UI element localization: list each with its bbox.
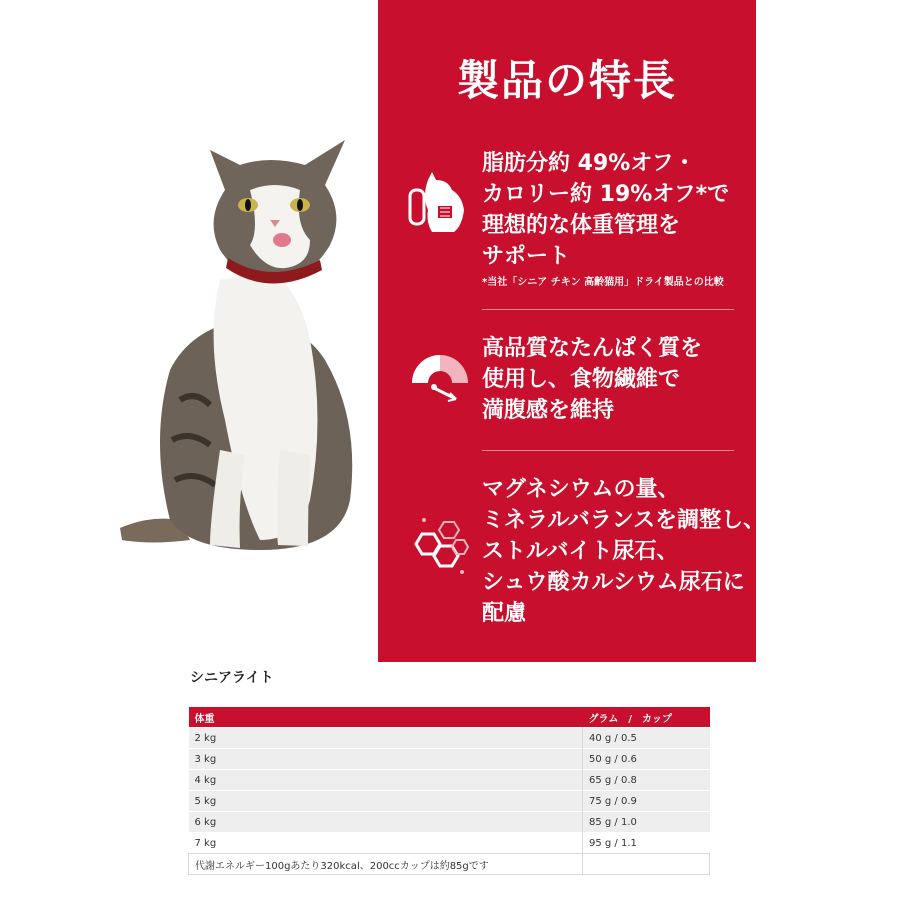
feature-3-line-3: ストルバイト尿石、: [482, 539, 679, 564]
feature-2-line-3: 満腹感を維持: [482, 398, 615, 423]
cell-weight: 2 kg: [189, 728, 583, 749]
feature-3-line-1: マグネシウムの量、: [482, 477, 680, 502]
table-row: [189, 770, 710, 791]
table-footnote-empty: [583, 854, 710, 875]
feature-3-line-5: 配慮: [482, 601, 527, 626]
table-title: シニアライト: [190, 670, 274, 686]
feature-1-line-1: 脂肪分約 49%オフ・: [482, 151, 696, 176]
table-row: [189, 749, 710, 770]
cell-weight: 4 kg: [189, 770, 583, 791]
feature-1-line-3: 理想的な体重管理を: [482, 213, 681, 238]
header-weight: 体重: [189, 707, 583, 728]
feature-3-line-2: ミネラルバランスを調整し、: [482, 508, 766, 533]
cell-amount: 95 g / 1.1: [583, 833, 710, 854]
divider: [482, 309, 734, 310]
cell-amount: 65 g / 0.8: [583, 770, 710, 791]
feature-2-line-1: 高品質なたんぱく質を: [482, 336, 703, 361]
cell-weight: 5 kg: [189, 791, 583, 812]
table-footnote-row: [189, 854, 710, 875]
cell-amount: 50 g / 0.6: [583, 749, 710, 770]
satiety-gauge-icon: [404, 343, 476, 415]
cell-amount: 75 g / 0.9: [583, 791, 710, 812]
features-panel: [378, 0, 766, 662]
feature-1-line-2: カロリー約 19%オフ*で: [482, 182, 730, 207]
feature-1-note: *当社「シニア チキン 高齢猫用」ドライ製品との比較: [482, 277, 724, 288]
table-header-row: [189, 707, 710, 728]
cat-measure-icon: [404, 166, 476, 238]
molecule-icon: [404, 510, 476, 582]
feature-2-line-2: 使用し、食物繊維で: [482, 367, 681, 392]
cat-photo: [110, 120, 370, 560]
cell-amount: 40 g / 0.5: [583, 728, 710, 749]
feature-3-line-4: シュウ酸カルシウム尿石に: [482, 570, 745, 595]
cell-weight: 3 kg: [189, 749, 583, 770]
divider: [482, 450, 734, 451]
panel-title: 製品の特長: [456, 56, 677, 105]
table-row: [189, 833, 710, 854]
table-row: [189, 728, 710, 749]
table-footnote: 代謝エネルギー100gあたり320kcal、200ccカップは約85gです: [189, 854, 583, 875]
cell-weight: 7 kg: [189, 833, 583, 854]
table-row: [189, 791, 710, 812]
cell-amount: 85 g / 1.0: [583, 812, 710, 833]
feature-1-line-4: サポート: [482, 244, 571, 269]
feeding-table: [188, 707, 710, 875]
table-row: [189, 812, 710, 833]
header-amount: グラム / カップ: [583, 707, 710, 728]
cell-weight: 6 kg: [189, 812, 583, 833]
